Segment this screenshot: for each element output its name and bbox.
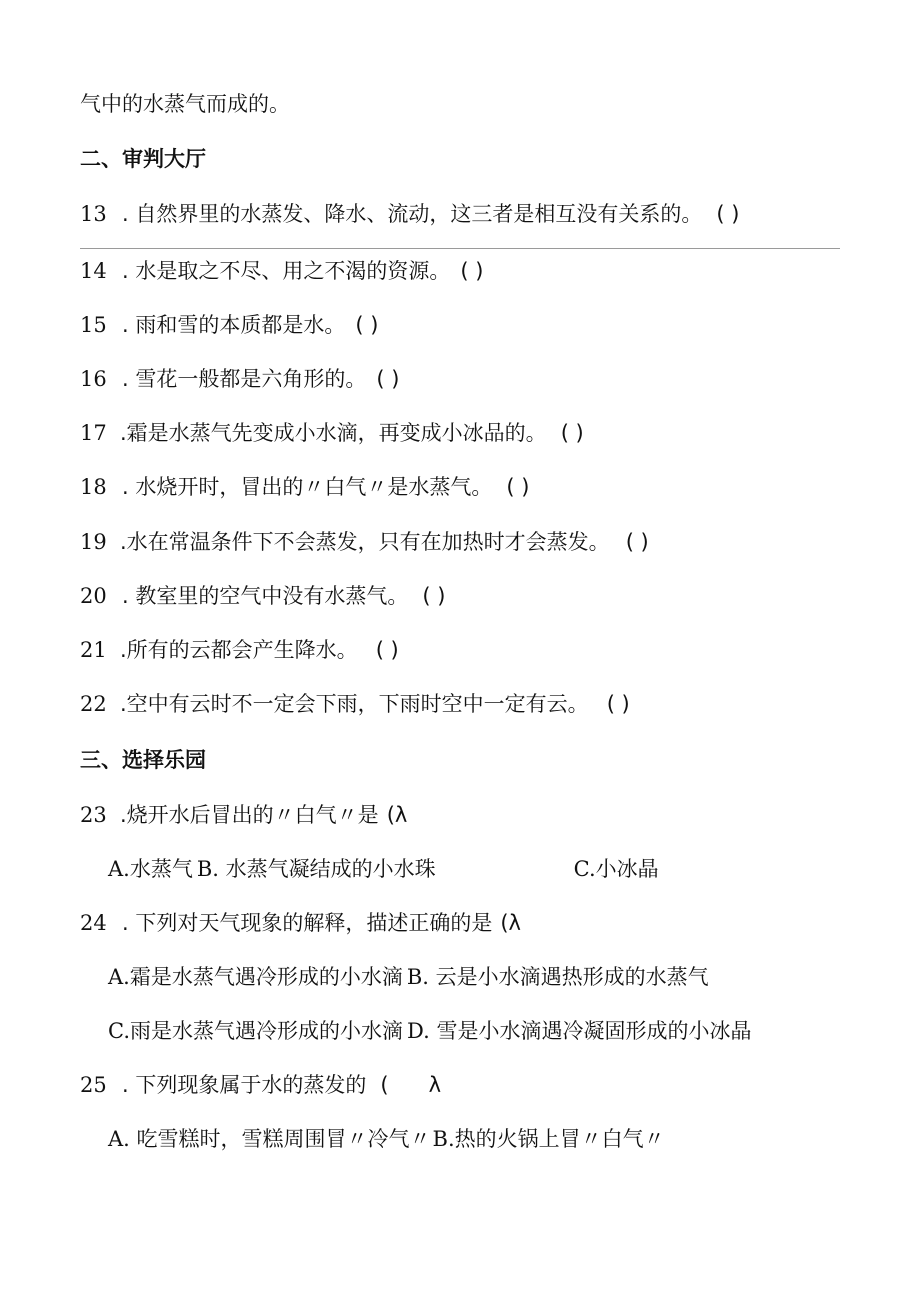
question-text: . 下列对天气现象的解释，描述正确的是 bbox=[122, 911, 493, 935]
question-number: 22 bbox=[80, 692, 107, 716]
question-text: . 雨和雪的本质都是水。 bbox=[122, 313, 346, 337]
option-a[interactable]: A. 吃雪糕时，雪糕周围冒〃冷气〃 bbox=[108, 1127, 431, 1151]
answer-blank[interactable]: ( ) bbox=[422, 584, 446, 608]
question-number: 15 bbox=[80, 313, 107, 337]
question-18 bbox=[80, 473, 529, 501]
answer-blank[interactable]: ( ) bbox=[376, 367, 400, 391]
option-a[interactable]: A.霜是水蒸气遇冷形成的小水滴 bbox=[108, 965, 403, 989]
question-20 bbox=[80, 582, 445, 610]
question-number: 21 bbox=[80, 638, 107, 662]
question-23-options bbox=[108, 855, 659, 883]
option-b[interactable]: B. 云是小水滴遇热形成的水蒸气 bbox=[406, 965, 709, 989]
question-number: 19 bbox=[80, 530, 107, 554]
question-17 bbox=[80, 419, 584, 447]
question-16 bbox=[80, 365, 399, 393]
option-b[interactable]: B.热的火锅上冒〃白气〃 bbox=[432, 1127, 665, 1151]
answer-blank[interactable]: ( ) bbox=[625, 530, 649, 554]
question-text: .水在常温条件下不会蒸发，只有在加热时才会蒸发。 bbox=[120, 530, 610, 554]
option-a[interactable]: A.水蒸气 bbox=[108, 857, 193, 881]
answer-blank[interactable]: ( ) bbox=[506, 475, 530, 499]
answer-blank[interactable]: (λ bbox=[500, 911, 521, 935]
option-c[interactable]: C.雨是水蒸气遇冷形成的小水滴 bbox=[108, 1019, 403, 1043]
answer-blank[interactable]: (λ bbox=[386, 803, 408, 827]
question-text: .空中有云时不一定会下雨，下雨时空中一定有云。 bbox=[120, 692, 589, 716]
question-19 bbox=[80, 528, 649, 556]
answer-blank[interactable]: ( ) bbox=[606, 692, 630, 716]
question-24-options-row2 bbox=[108, 1017, 751, 1045]
option-d[interactable]: D. 雪是小水滴遇冷凝固形成的小冰晶 bbox=[407, 1019, 752, 1043]
question-21 bbox=[80, 636, 399, 664]
question-text: . 雪花一般都是六角形的。 bbox=[122, 367, 367, 391]
question-number: 18 bbox=[80, 475, 107, 499]
answer-blank[interactable]: ( ) bbox=[460, 259, 484, 283]
answer-blank[interactable]: ( ) bbox=[560, 421, 584, 445]
question-number: 24 bbox=[80, 911, 107, 935]
option-c[interactable]: C.小冰晶 bbox=[573, 857, 659, 881]
answer-blank[interactable]: ( ) bbox=[375, 638, 399, 662]
question-number: 16 bbox=[80, 367, 107, 391]
question-25-options bbox=[108, 1125, 665, 1153]
question-number: 13 bbox=[80, 202, 107, 226]
question-22 bbox=[80, 690, 630, 718]
question-24 bbox=[80, 909, 521, 937]
question-14 bbox=[80, 257, 483, 285]
answer-blank[interactable]: ( λ bbox=[380, 1073, 441, 1097]
question-text: . 自然界里的水蒸发、降水、流动，这三者是相互没有关系的。 bbox=[122, 202, 703, 226]
divider-line bbox=[80, 248, 840, 249]
section-heading-choice: 三、选择乐园 bbox=[80, 748, 206, 772]
question-number: 25 bbox=[80, 1073, 107, 1097]
question-25 bbox=[80, 1071, 441, 1099]
question-number: 14 bbox=[80, 259, 107, 283]
option-b[interactable]: B. 水蒸气凝结成的小水珠 bbox=[196, 857, 436, 881]
section-heading-judgement: 二、审判大厅 bbox=[80, 147, 206, 171]
question-text: . 水烧开时，冒出的〃白气〃是水蒸气。 bbox=[122, 475, 493, 499]
answer-blank[interactable]: ( ) bbox=[716, 202, 740, 226]
question-number: 17 bbox=[80, 421, 107, 445]
question-text: . 下列现象属于水的蒸发的 bbox=[122, 1073, 367, 1097]
question-text: .所有的云都会产生降水。 bbox=[120, 638, 358, 662]
question-number: 23 bbox=[80, 803, 107, 827]
question-23 bbox=[80, 801, 407, 829]
text-fragment: 气中的水蒸气而成的。 bbox=[80, 92, 290, 116]
question-13 bbox=[80, 200, 739, 228]
question-text: . 水是取之不尽、用之不渴的资源。 bbox=[122, 259, 451, 283]
question-text: . 教室里的空气中没有水蒸气。 bbox=[122, 584, 409, 608]
question-text: .霜是水蒸气先变成小水滴，再变成小冰品的。 bbox=[120, 421, 547, 445]
question-text: .烧开水后冒出的〃白气〃是 bbox=[120, 803, 379, 827]
question-number: 20 bbox=[80, 584, 107, 608]
question-24-options-row1 bbox=[108, 963, 709, 991]
answer-blank[interactable]: ( ) bbox=[355, 313, 379, 337]
question-15 bbox=[80, 311, 378, 339]
